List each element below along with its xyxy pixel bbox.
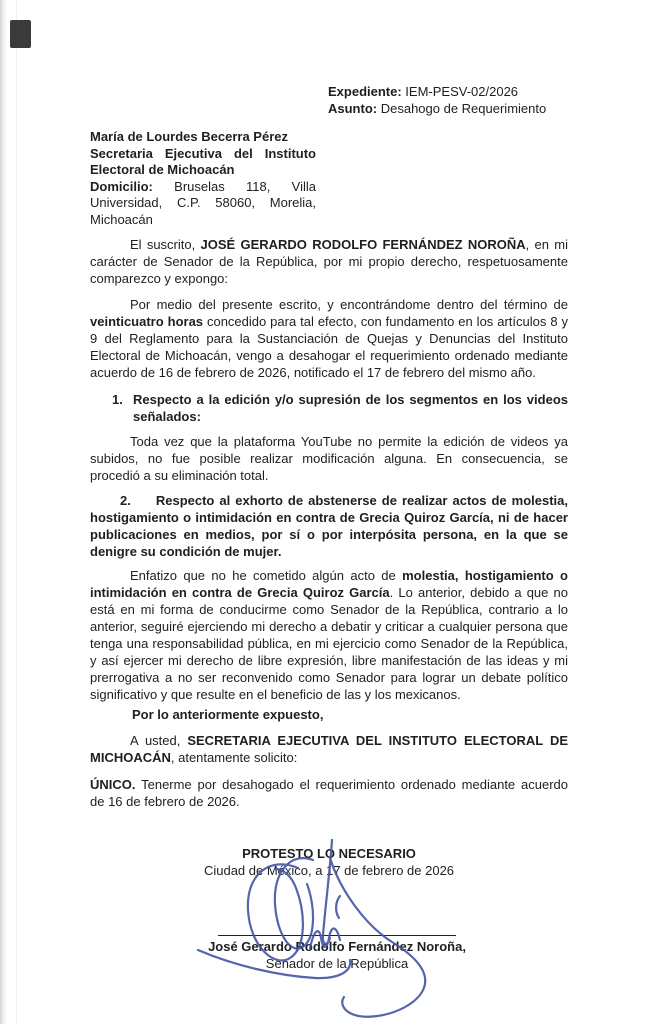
item2-text: Respecto al exhorto de abstenerse de realizar actos de molestia, hostigamiento o intimidación en contra de Grecia Quiroz García, ni de hacer publicaciones en medios, por sí o por interpósita persona, en la que se denigre su condición de mujer.	[90, 493, 568, 559]
item1-text: Respecto a la edición y/o supresión de los segmentos en los videos señalados:	[133, 392, 568, 424]
asunto-value: Desahogo de Requerimiento	[377, 101, 547, 116]
signer-name: José Gerardo Rodolfo Fernández Noroña,	[208, 939, 466, 954]
paragraph-unico	[90, 776, 568, 810]
numbered-item-1	[112, 391, 568, 425]
page-left-edge-shadow	[0, 0, 7, 1024]
p1-pre: El suscrito,	[130, 237, 201, 252]
paragraph-youtube: Toda vez que la plataforma YouTube no permite la edición de videos ya subidos, no fue posible realizar modificación alguna. En consecuencia, se procedió a su eliminación total.	[90, 434, 568, 483]
paragraph-introduction	[90, 236, 568, 287]
numbered-item-2	[90, 492, 568, 560]
addressee-address-line3: Michoacán	[90, 211, 153, 227]
expediente-value: IEM-PESV-02/2026	[401, 84, 519, 99]
paragraph-por-lo-expuesto: Por lo anteriormente expuesto,	[132, 707, 324, 722]
protesto-heading: PROTESTO LO NECESARIO	[242, 846, 416, 861]
addressee-address-line1	[90, 179, 316, 196]
p6-pre: A usted,	[130, 733, 188, 748]
p7-unico-label: ÚNICO.	[90, 777, 136, 792]
signer-title: Senador de la República	[265, 956, 409, 971]
domicilio-value1: Bruselas 118, Villa	[152, 178, 316, 194]
paragraph-enfatizo	[90, 567, 568, 703]
page-left-edge-line	[16, 0, 17, 1024]
place-date-line: Ciudad de México, a 17 de febrero de 2026	[203, 863, 455, 878]
letter-document	[90, 83, 568, 972]
p4-pre: Enfatizo que no he cometido algún acto de	[130, 568, 403, 583]
p7-post: Tenerme por desahogado el requerimiento ordenado mediante acuerdo de 16 de febrero de 2026.	[90, 777, 568, 809]
addressee-name: María de Lourdes Becerra Pérez	[90, 129, 288, 144]
case-header	[328, 83, 568, 117]
p4-bold: molestia, hostigamiento o intimidación en contra de Grecia Quiroz García	[90, 568, 568, 600]
addressee-role-line2: Electoral de Michoacán	[90, 162, 235, 177]
domicilio-label: Domicilio:	[90, 178, 153, 194]
item2-number: 2.	[120, 493, 131, 508]
signature-block	[90, 935, 568, 972]
asunto-line	[328, 100, 568, 117]
p1-signer-name: JOSÉ GERARDO RODOLFO FERNÁNDEZ NOROÑA	[200, 237, 526, 252]
expediente-label: Expediente:	[328, 84, 402, 99]
addressee-block	[90, 129, 316, 228]
addressee-address-line2: Universidad, C.P. 58060, Morelia,	[90, 195, 316, 210]
p2-bold-term: veinticuatro horas	[90, 314, 204, 329]
p1-post: , en mi carácter de Senador de la República, por mi propio derecho, respetuosamente comparezco y expongo:	[90, 237, 569, 286]
p2-pre: Por medio del presente escrito, y encontrándome dentro del término de	[130, 297, 568, 312]
p6-bold: SECRETARIA EJECUTIVA DEL INSTITUTO ELECTORAL DE MICHOACÁN	[90, 733, 569, 765]
p2-post: concedido para tal efecto, con fundamento en los artículos 8 y 9 del Reglamento para la Sustanciación de Quejas y Denuncias del Instituto Electoral de Michoacán, vengo a desahogar el requerimiento ordenado mediante acuerdo de 16 de febrero de 2026, notificado el 17 de febrero del mismo año.	[90, 314, 568, 380]
item1-number: 1.	[112, 392, 123, 407]
paragraph-fundamento	[90, 296, 568, 381]
corner-mark	[10, 20, 31, 48]
asunto-label: Asunto:	[328, 101, 378, 116]
paragraph-a-usted	[90, 732, 568, 766]
addressee-role-line1: Secretaria Ejecutiva del Instituto	[90, 145, 316, 161]
p4-post: . Lo anterior, debido a que no está en mi forma de conducirme como Senador de la República, contrario a lo anterior, seguiré ejerciendo mi derecho a debatir y criticar a cualquier persona que tenga una responsabilidad pública, en mi ejercicio como Senador de la República, y así ejercer mi derecho de libre expresión, libre manifestación de las ideas y mi prerrogativa a no ser reconvenido como Senador para lograr un debate político significativo y que resulte en el beneficio de las y los mexicanos.	[90, 585, 568, 702]
p6-post: , atentamente solicito:	[170, 750, 298, 765]
signature-rule-line	[218, 935, 456, 936]
expediente-line	[328, 83, 568, 100]
